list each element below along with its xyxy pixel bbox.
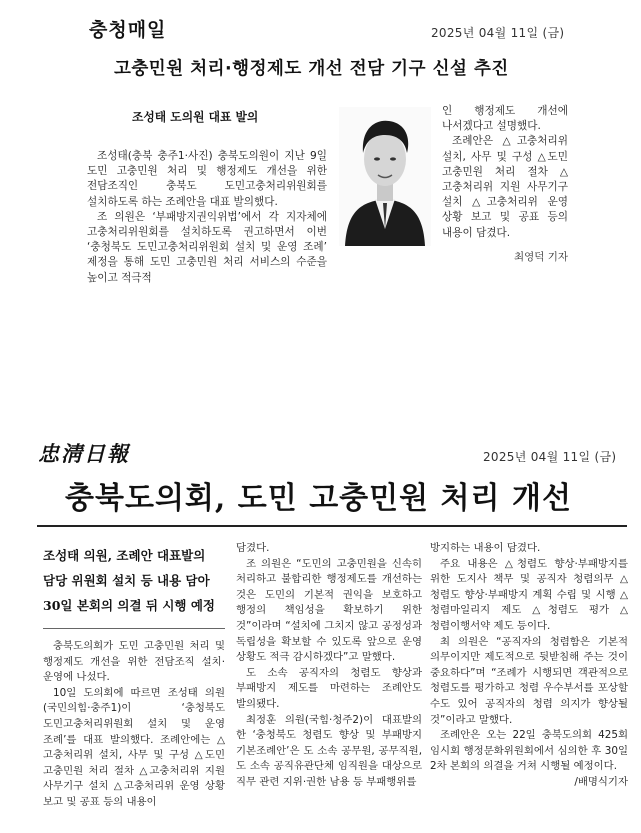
publish-date: 2025년 04월 11일 (금) xyxy=(483,450,617,464)
subheading: 조성태 도의원 대표 발의 xyxy=(132,110,259,124)
paragraph: 도 소속 공직자의 청렴도 향상과 부패방지 제도를 마련하는 조례안도 발의됐다. xyxy=(236,666,422,710)
subheading-line: 30일 본회의 의결 뒤 시행 예정 xyxy=(43,598,215,613)
paragraph: 조 의원은 “도민의 고충민원을 신속히 처리하고 불합리한 행정제도를 개선하는 것은 도민의 기본적 권익을 보호하고 행정의 책임성을 확보하기 위한 것”이라며 “설치에 그치지 않고 공정성과 독립성을 확보할 수 있도록 앞으로 운영 상황도 적극 감시하겠다”고 말했다. xyxy=(236,557,422,664)
paragraph-continued: 방지하는 내용이 담겼다. xyxy=(430,542,541,554)
subheading-line: 담당 위원회 설치 등 내용 담아 xyxy=(43,573,210,588)
column-right xyxy=(442,104,568,264)
paragraph: 조례안은 오는 22일 충북도의회 425회 임시회 행정문화위원회에서 심의한 후 30일 2차 본회의 의결을 거쳐 시행될 예정이다. xyxy=(430,729,628,773)
subheading-line: 조성태 의원, 조례안 대표발의 xyxy=(43,548,206,563)
article-clipping-chungcheong-ilbo xyxy=(0,425,641,833)
paragraph: 조 의원은 ‘부패방지권익위법’에서 각 지자체에 고충처리위원회를 설치하도록 권고하면서 이번 ‘충청북도 도민고충처리위원회 설치 및 운영 조례’ 제정을 통해 도민 고충민원 처리 서비스의 수준을 높이고 적극적 xyxy=(87,210,327,284)
subheading-block xyxy=(43,543,231,618)
paragraph: 충북도의회가 도민 고충민원 처리 및 행정제도 개선을 위한 전담조직 설치·운영에 나섰다. xyxy=(43,640,225,684)
column-1 xyxy=(43,639,225,811)
paragraph: 최정훈 의원(국힘·청주2)이 대표발의 한 ‘충청북도 청렴도 향상 및 부패방지 기본조례안’은 도 소속 공무원, 공무직원, 도 소속 공직유관단체 임직원을 대상으로 직무 관련 지위·권한 남용 등 부패행위를 xyxy=(236,713,422,788)
person-photo-icon xyxy=(339,107,431,246)
paragraph: 조성태(충북 충주1·사진) 충북도의원이 지난 9일 도민 고충민원 처리 및 행정제도 개선을 위한 전담조직인 충북도 도민고충처리위원회를 설치하도록 하는 조례안을 대표 발의했다. xyxy=(87,150,327,208)
newspaper-logo: 충청매일 xyxy=(89,19,167,41)
newspaper-logo: 忠淸日報 xyxy=(38,441,130,466)
paragraph: 최 의원은 “공직자의 청렴함은 기본적 의무이지만 제도적으로 뒷받침해 주는 것이 중요하다”며 “조례가 시행되면 객관적으로 청렴도를 평가하고 청렴 우수부서를 포상할 수도 있어 공직자의 청렴 의지가 향상될 것”이라고 말했다. xyxy=(430,635,628,726)
byline: 최영덕 기자 xyxy=(513,250,568,263)
divider xyxy=(37,525,627,527)
headline: 고충민원 처리·행정제도 개선 전담 기구 신설 추진 xyxy=(114,59,509,79)
paragraph: 주요 내용은 △청렴도 향상·부패방지를 위한 도지사 책무 및 공직자 청렴의무 △청렴도 향상·부패방지 계획 수립 및 시행 △청렴마일리지 제도 △청렴도 평가 △청렴이행서약 제도 등이다. xyxy=(430,557,628,632)
paragraph: 10일 도의회에 따르면 조성태 의원(국민의힘·충주1)이 ‘충청북도 도민고충처리위원회 설치 및 운영 조례’를 대표 발의했다. 조례안에는 △고충처리위 설치, 사무 및 구성 △도민 고충민원 처리 절차 △고충처리위 지원 사무기구 설치 △고충처리위 운영 상황 보고 및 공표 등의 내용이 xyxy=(43,686,225,808)
paragraph-continued: 담겼다. xyxy=(236,542,270,554)
reporter-photo xyxy=(339,107,431,246)
article-clipping-chungcheong-maeil xyxy=(0,0,641,400)
paragraph: 조례안은 △고충처리위 설치, 사무 및 구성 △도민 고충민원 처리 절차 △고충처리위 지원 사무기구 설치 △고충처리위 운영 상황 보고 및 공표 등의 내용이 담겼다. xyxy=(442,135,568,239)
column-2 xyxy=(236,541,422,791)
publish-date: 2025년 04월 11일 (금) xyxy=(431,26,565,40)
column-left xyxy=(87,149,327,286)
byline: /배명식기자 xyxy=(574,775,628,788)
column-3 xyxy=(430,541,628,791)
paragraph-continued: 인 행정제도 개선에 나서겠다고 설명했다. xyxy=(442,105,568,133)
divider xyxy=(43,628,225,629)
headline: 충북도의회, 도민 고충민원 처리 개선 xyxy=(65,481,572,516)
